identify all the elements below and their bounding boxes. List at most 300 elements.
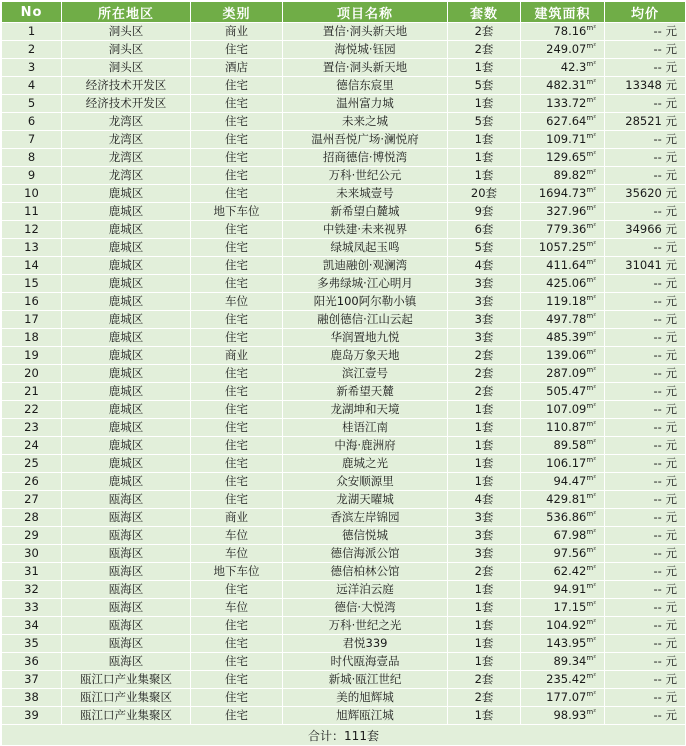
cell-floor-area: $482.31^{m^2}$ xyxy=(521,77,605,95)
cell-no: 26 xyxy=(2,473,62,491)
table-row xyxy=(2,329,686,347)
cell-project-name: 德信悦城 xyxy=(283,527,448,545)
cell-sets: 1套 xyxy=(448,707,521,725)
cell-avg-price: -- 元 xyxy=(605,275,686,293)
cell-area: 洞头区 xyxy=(62,23,191,41)
cell-avg-price: -- 元 xyxy=(605,383,686,401)
cell-project-name: 中铁建·未来视界 xyxy=(283,221,448,239)
cell-avg-price: 34966 元 xyxy=(605,221,686,239)
cell-type: 住宅 xyxy=(191,41,283,59)
table-row xyxy=(2,95,686,113)
table-row xyxy=(2,545,686,563)
cell-area: 龙湾区 xyxy=(62,131,191,149)
cell-sets: 1套 xyxy=(448,401,521,419)
cell-type: 住宅 xyxy=(191,653,283,671)
cell-floor-area: $287.09^{m^2}$ xyxy=(521,365,605,383)
cell-avg-price: -- 元 xyxy=(605,617,686,635)
cell-no: 32 xyxy=(2,581,62,599)
cell-sets: 6套 xyxy=(448,221,521,239)
cell-area: 瓯海区 xyxy=(62,599,191,617)
listing-table xyxy=(1,1,686,746)
cell-no: 25 xyxy=(2,455,62,473)
cell-floor-area: $1057.25^{m^2}$ xyxy=(521,239,605,257)
cell-no: 29 xyxy=(2,527,62,545)
cell-area: 瓯海区 xyxy=(62,491,191,509)
cell-type: 住宅 xyxy=(191,311,283,329)
cell-no: 35 xyxy=(2,635,62,653)
cell-floor-area: $109.71^{m^2}$ xyxy=(521,131,605,149)
cell-floor-area: $485.39^{m^2}$ xyxy=(521,329,605,347)
table-row xyxy=(2,635,686,653)
cell-type: 住宅 xyxy=(191,437,283,455)
cell-area: 龙湾区 xyxy=(62,167,191,185)
cell-floor-area: $98.93^{m^2}$ xyxy=(521,707,605,725)
cell-sets: 2套 xyxy=(448,365,521,383)
cell-avg-price: -- 元 xyxy=(605,599,686,617)
cell-area: 鹿城区 xyxy=(62,437,191,455)
cell-sets: 2套 xyxy=(448,671,521,689)
table-row xyxy=(2,401,686,419)
table-row xyxy=(2,167,686,185)
table-footer-row xyxy=(2,725,686,746)
cell-project-name: 新城·瓯江世纪 xyxy=(283,671,448,689)
cell-sets: 1套 xyxy=(448,59,521,77)
total-count: 合计：111套 xyxy=(2,725,686,746)
cell-project-name: 桂语江南 xyxy=(283,419,448,437)
cell-type: 车位 xyxy=(191,293,283,311)
cell-project-name: 温州富力城 xyxy=(283,95,448,113)
cell-avg-price: -- 元 xyxy=(605,311,686,329)
cell-floor-area: $627.64^{m^2}$ xyxy=(521,113,605,131)
cell-area: 龙湾区 xyxy=(62,149,191,167)
cell-avg-price: -- 元 xyxy=(605,491,686,509)
cell-floor-area: $425.06^{m^2}$ xyxy=(521,275,605,293)
cell-area: 鹿城区 xyxy=(62,383,191,401)
cell-sets: 20套 xyxy=(448,185,521,203)
cell-sets: 1套 xyxy=(448,581,521,599)
table-row xyxy=(2,617,686,635)
cell-avg-price: -- 元 xyxy=(605,653,686,671)
cell-type: 住宅 xyxy=(191,581,283,599)
cell-sets: 5套 xyxy=(448,113,521,131)
cell-area: 鹿城区 xyxy=(62,455,191,473)
cell-floor-area: $78.16^{m^2}$ xyxy=(521,23,605,41)
cell-avg-price: -- 元 xyxy=(605,41,686,59)
cell-area: 瓯江口产业集聚区 xyxy=(62,671,191,689)
cell-avg-price: -- 元 xyxy=(605,347,686,365)
cell-project-name: 香滨左岸锦园 xyxy=(283,509,448,527)
cell-sets: 9套 xyxy=(448,203,521,221)
cell-area: 鹿城区 xyxy=(62,401,191,419)
cell-floor-area: $17.15^{m^2}$ xyxy=(521,599,605,617)
cell-area: 鹿城区 xyxy=(62,221,191,239)
header-no: No xyxy=(2,2,62,23)
cell-project-name: 招商德信·博悦湾 xyxy=(283,149,448,167)
cell-no: 18 xyxy=(2,329,62,347)
cell-area: 瓯海区 xyxy=(62,617,191,635)
cell-type: 住宅 xyxy=(191,671,283,689)
table-row xyxy=(2,275,686,293)
cell-type: 住宅 xyxy=(191,167,283,185)
cell-avg-price: 13348 元 xyxy=(605,77,686,95)
cell-avg-price: -- 元 xyxy=(605,545,686,563)
cell-project-name: 德信海派公馆 xyxy=(283,545,448,563)
cell-area: 鹿城区 xyxy=(62,329,191,347)
cell-avg-price: -- 元 xyxy=(605,707,686,725)
cell-sets: 2套 xyxy=(448,383,521,401)
table-row xyxy=(2,257,686,275)
table-row xyxy=(2,455,686,473)
cell-type: 住宅 xyxy=(191,329,283,347)
cell-no: 39 xyxy=(2,707,62,725)
cell-project-name: 新希望白麓城 xyxy=(283,203,448,221)
listing-table-container xyxy=(1,1,685,746)
table-row xyxy=(2,491,686,509)
cell-sets: 1套 xyxy=(448,131,521,149)
table-row xyxy=(2,347,686,365)
cell-floor-area: $779.36^{m^2}$ xyxy=(521,221,605,239)
cell-avg-price: -- 元 xyxy=(605,365,686,383)
cell-project-name: 融创德信·江山云起 xyxy=(283,311,448,329)
header-price: 均价 xyxy=(605,2,686,23)
cell-no: 27 xyxy=(2,491,62,509)
cell-no: 4 xyxy=(2,77,62,95)
cell-area: 经济技术开发区 xyxy=(62,95,191,113)
header-sets: 套数 xyxy=(448,2,521,23)
cell-avg-price: -- 元 xyxy=(605,203,686,221)
cell-no: 20 xyxy=(2,365,62,383)
cell-floor-area: $327.96^{m^2}$ xyxy=(521,203,605,221)
cell-type: 商业 xyxy=(191,509,283,527)
cell-project-name: 滨江壹号 xyxy=(283,365,448,383)
cell-sets: 1套 xyxy=(448,95,521,113)
cell-no: 36 xyxy=(2,653,62,671)
cell-floor-area: $110.87^{m^2}$ xyxy=(521,419,605,437)
cell-floor-area: $1694.73^{m^2}$ xyxy=(521,185,605,203)
cell-type: 地下车位 xyxy=(191,563,283,581)
cell-avg-price: -- 元 xyxy=(605,401,686,419)
cell-area: 鹿城区 xyxy=(62,257,191,275)
cell-avg-price: -- 元 xyxy=(605,293,686,311)
table-row xyxy=(2,653,686,671)
cell-no: 19 xyxy=(2,347,62,365)
cell-no: 7 xyxy=(2,131,62,149)
cell-area: 鹿城区 xyxy=(62,365,191,383)
cell-project-name: 龙湖坤和天境 xyxy=(283,401,448,419)
cell-floor-area: $235.42^{m^2}$ xyxy=(521,671,605,689)
cell-floor-area: $62.42^{m^2}$ xyxy=(521,563,605,581)
table-row xyxy=(2,527,686,545)
cell-area: 鹿城区 xyxy=(62,419,191,437)
cell-project-name: 美的旭辉城 xyxy=(283,689,448,707)
cell-project-name: 置信·洞头新天地 xyxy=(283,59,448,77)
table-body xyxy=(2,23,686,725)
cell-type: 住宅 xyxy=(191,365,283,383)
cell-area: 瓯海区 xyxy=(62,581,191,599)
cell-floor-area: $106.17^{m^2}$ xyxy=(521,455,605,473)
cell-sets: 3套 xyxy=(448,275,521,293)
cell-sets: 3套 xyxy=(448,329,521,347)
cell-no: 3 xyxy=(2,59,62,77)
cell-avg-price: -- 元 xyxy=(605,131,686,149)
table-row xyxy=(2,581,686,599)
cell-project-name: 未来之城 xyxy=(283,113,448,131)
cell-area: 鹿城区 xyxy=(62,293,191,311)
table-row xyxy=(2,149,686,167)
table-row xyxy=(2,293,686,311)
table-row xyxy=(2,239,686,257)
cell-floor-area: $505.47^{m^2}$ xyxy=(521,383,605,401)
cell-project-name: 众安顺源里 xyxy=(283,473,448,491)
cell-project-name: 阳光100阿尔勒小镇 xyxy=(283,293,448,311)
cell-area: 鹿城区 xyxy=(62,203,191,221)
cell-type: 车位 xyxy=(191,599,283,617)
cell-sets: 3套 xyxy=(448,311,521,329)
cell-no: 1 xyxy=(2,23,62,41)
cell-no: 6 xyxy=(2,113,62,131)
cell-floor-area: $89.58^{m^2}$ xyxy=(521,437,605,455)
cell-area: 经济技术开发区 xyxy=(62,77,191,95)
cell-area: 瓯海区 xyxy=(62,635,191,653)
cell-project-name: 德信东宸里 xyxy=(283,77,448,95)
cell-avg-price: -- 元 xyxy=(605,473,686,491)
table-row xyxy=(2,419,686,437)
cell-floor-area: $177.07^{m^2}$ xyxy=(521,689,605,707)
cell-no: 9 xyxy=(2,167,62,185)
cell-project-name: 远洋泊云庭 xyxy=(283,581,448,599)
header-type: 类别 xyxy=(191,2,283,23)
cell-avg-price: -- 元 xyxy=(605,419,686,437)
cell-floor-area: $249.07^{m^2}$ xyxy=(521,41,605,59)
cell-type: 住宅 xyxy=(191,707,283,725)
cell-floor-area: $89.82^{m^2}$ xyxy=(521,167,605,185)
cell-no: 11 xyxy=(2,203,62,221)
table-row xyxy=(2,41,686,59)
cell-no: 22 xyxy=(2,401,62,419)
cell-no: 16 xyxy=(2,293,62,311)
cell-avg-price: -- 元 xyxy=(605,455,686,473)
cell-sets: 1套 xyxy=(448,473,521,491)
cell-type: 酒店 xyxy=(191,59,283,77)
cell-sets: 1套 xyxy=(448,419,521,437)
cell-sets: 5套 xyxy=(448,239,521,257)
cell-area: 瓯江口产业集聚区 xyxy=(62,707,191,725)
cell-avg-price: 35620 元 xyxy=(605,185,686,203)
cell-floor-area: $497.78^{m^2}$ xyxy=(521,311,605,329)
cell-project-name: 多弗绿城·江心明月 xyxy=(283,275,448,293)
cell-no: 15 xyxy=(2,275,62,293)
cell-type: 住宅 xyxy=(191,149,283,167)
table-row xyxy=(2,599,686,617)
cell-project-name: 中海·鹿洲府 xyxy=(283,437,448,455)
table-row xyxy=(2,221,686,239)
cell-project-name: 鹿岛万象天地 xyxy=(283,347,448,365)
cell-floor-area: $429.81^{m^2}$ xyxy=(521,491,605,509)
cell-type: 住宅 xyxy=(191,77,283,95)
cell-sets: 4套 xyxy=(448,491,521,509)
cell-no: 24 xyxy=(2,437,62,455)
cell-floor-area: $133.72^{m^2}$ xyxy=(521,95,605,113)
table-row xyxy=(2,23,686,41)
cell-floor-area: $107.09^{m^2}$ xyxy=(521,401,605,419)
cell-area: 鹿城区 xyxy=(62,239,191,257)
cell-type: 住宅 xyxy=(191,275,283,293)
cell-avg-price: 31041 元 xyxy=(605,257,686,275)
table-row xyxy=(2,671,686,689)
cell-floor-area: $104.92^{m^2}$ xyxy=(521,617,605,635)
table-row xyxy=(2,383,686,401)
cell-sets: 3套 xyxy=(448,527,521,545)
cell-area: 瓯海区 xyxy=(62,545,191,563)
cell-avg-price: 28521 元 xyxy=(605,113,686,131)
cell-sets: 2套 xyxy=(448,347,521,365)
cell-type: 住宅 xyxy=(191,635,283,653)
cell-type: 住宅 xyxy=(191,131,283,149)
cell-sets: 1套 xyxy=(448,455,521,473)
table-row xyxy=(2,689,686,707)
cell-no: 2 xyxy=(2,41,62,59)
cell-project-name: 德信·大悦湾 xyxy=(283,599,448,617)
cell-type: 住宅 xyxy=(191,617,283,635)
cell-type: 住宅 xyxy=(191,491,283,509)
cell-sets: 1套 xyxy=(448,635,521,653)
cell-type: 住宅 xyxy=(191,185,283,203)
table-row xyxy=(2,185,686,203)
cell-sets: 2套 xyxy=(448,563,521,581)
cell-no: 21 xyxy=(2,383,62,401)
cell-area: 鹿城区 xyxy=(62,347,191,365)
cell-floor-area: $119.18^{m^2}$ xyxy=(521,293,605,311)
cell-floor-area: $139.06^{m^2}$ xyxy=(521,347,605,365)
cell-project-name: 时代瓯海壹品 xyxy=(283,653,448,671)
cell-sets: 1套 xyxy=(448,617,521,635)
table-row xyxy=(2,509,686,527)
cell-type: 住宅 xyxy=(191,689,283,707)
cell-sets: 1套 xyxy=(448,437,521,455)
cell-avg-price: -- 元 xyxy=(605,527,686,545)
cell-no: 17 xyxy=(2,311,62,329)
cell-no: 13 xyxy=(2,239,62,257)
cell-floor-area: $94.47^{m^2}$ xyxy=(521,473,605,491)
cell-no: 5 xyxy=(2,95,62,113)
cell-sets: 1套 xyxy=(448,167,521,185)
table-row xyxy=(2,203,686,221)
cell-no: 10 xyxy=(2,185,62,203)
cell-avg-price: -- 元 xyxy=(605,23,686,41)
cell-no: 31 xyxy=(2,563,62,581)
cell-area: 鹿城区 xyxy=(62,311,191,329)
cell-project-name: 华润置地九悦 xyxy=(283,329,448,347)
cell-avg-price: -- 元 xyxy=(605,563,686,581)
cell-type: 住宅 xyxy=(191,419,283,437)
cell-avg-price: -- 元 xyxy=(605,635,686,653)
cell-avg-price: -- 元 xyxy=(605,149,686,167)
cell-sets: 1套 xyxy=(448,599,521,617)
cell-no: 23 xyxy=(2,419,62,437)
cell-area: 瓯海区 xyxy=(62,527,191,545)
cell-floor-area: $411.64^{m^2}$ xyxy=(521,257,605,275)
cell-avg-price: -- 元 xyxy=(605,239,686,257)
cell-type: 车位 xyxy=(191,527,283,545)
cell-floor-area: $94.91^{m^2}$ xyxy=(521,581,605,599)
cell-no: 28 xyxy=(2,509,62,527)
cell-type: 住宅 xyxy=(191,401,283,419)
table-row xyxy=(2,365,686,383)
cell-area: 龙湾区 xyxy=(62,113,191,131)
cell-sets: 5套 xyxy=(448,77,521,95)
cell-project-name: 海悦城·钰园 xyxy=(283,41,448,59)
cell-avg-price: -- 元 xyxy=(605,167,686,185)
cell-floor-area: $97.56^{m^2}$ xyxy=(521,545,605,563)
cell-sets: 1套 xyxy=(448,653,521,671)
header-size: 建筑面积 xyxy=(521,2,605,23)
cell-sets: 3套 xyxy=(448,293,521,311)
cell-sets: 2套 xyxy=(448,23,521,41)
cell-area: 瓯海区 xyxy=(62,509,191,527)
cell-type: 住宅 xyxy=(191,473,283,491)
cell-area: 洞头区 xyxy=(62,41,191,59)
cell-avg-price: -- 元 xyxy=(605,329,686,347)
cell-no: 30 xyxy=(2,545,62,563)
cell-type: 车位 xyxy=(191,545,283,563)
table-row xyxy=(2,131,686,149)
cell-sets: 2套 xyxy=(448,41,521,59)
cell-sets: 4套 xyxy=(448,257,521,275)
cell-type: 住宅 xyxy=(191,455,283,473)
cell-area: 洞头区 xyxy=(62,59,191,77)
cell-no: 34 xyxy=(2,617,62,635)
cell-avg-price: -- 元 xyxy=(605,689,686,707)
cell-project-name: 绿城凤起玉鸣 xyxy=(283,239,448,257)
cell-project-name: 鹿城之光 xyxy=(283,455,448,473)
header-name: 项目名称 xyxy=(283,2,448,23)
cell-type: 住宅 xyxy=(191,221,283,239)
cell-area: 鹿城区 xyxy=(62,473,191,491)
cell-sets: 3套 xyxy=(448,545,521,563)
cell-type: 商业 xyxy=(191,23,283,41)
table-row xyxy=(2,473,686,491)
table-row xyxy=(2,563,686,581)
cell-floor-area: $89.34^{m^2}$ xyxy=(521,653,605,671)
cell-no: 12 xyxy=(2,221,62,239)
table-row xyxy=(2,311,686,329)
cell-project-name: 未来城壹号 xyxy=(283,185,448,203)
cell-no: 8 xyxy=(2,149,62,167)
table-row xyxy=(2,437,686,455)
table-row xyxy=(2,59,686,77)
cell-type: 地下车位 xyxy=(191,203,283,221)
cell-no: 37 xyxy=(2,671,62,689)
cell-sets: 1套 xyxy=(448,149,521,167)
cell-type: 住宅 xyxy=(191,95,283,113)
cell-project-name: 君悦339 xyxy=(283,635,448,653)
cell-floor-area: $67.98^{m^2}$ xyxy=(521,527,605,545)
cell-type: 住宅 xyxy=(191,113,283,131)
table-header-row xyxy=(2,2,686,23)
cell-area: 瓯海区 xyxy=(62,653,191,671)
cell-project-name: 龙湖天曜城 xyxy=(283,491,448,509)
cell-no: 38 xyxy=(2,689,62,707)
cell-avg-price: -- 元 xyxy=(605,581,686,599)
cell-avg-price: -- 元 xyxy=(605,509,686,527)
cell-project-name: 德信柏林公馆 xyxy=(283,563,448,581)
cell-floor-area: $536.86^{m^2}$ xyxy=(521,509,605,527)
cell-project-name: 旭辉瓯江城 xyxy=(283,707,448,725)
cell-project-name: 凯迪融创·观澜湾 xyxy=(283,257,448,275)
cell-project-name: 万科·世纪公元 xyxy=(283,167,448,185)
cell-no: 14 xyxy=(2,257,62,275)
cell-avg-price: -- 元 xyxy=(605,95,686,113)
